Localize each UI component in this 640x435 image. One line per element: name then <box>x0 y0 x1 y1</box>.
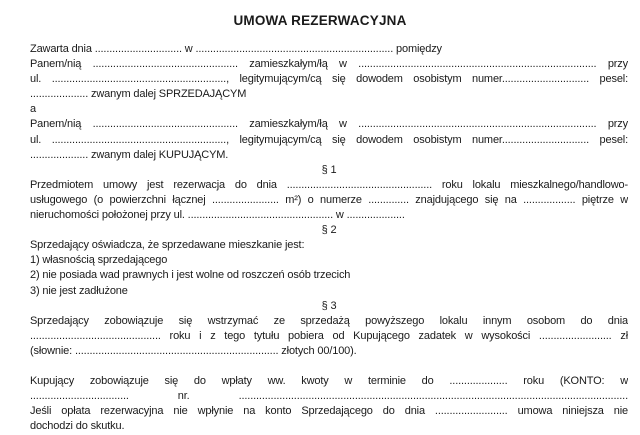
line-declaration-item-3: 3) nie jest zadłużone <box>30 284 128 297</box>
line-obligation-2: ............................................. roku i z tego tytułu pobiera od Kupującego zadatek w wysokości ......................... zł <box>30 329 628 342</box>
line-buyer-id: ul. ............................................................, legitymującym/cą się dowodem osobistym numer.............................. pesel: <box>30 133 628 146</box>
line-buyer-name: Panem/nią .................................................. zamieszkałym/łą w .................................................................................. przy <box>30 118 628 131</box>
spacer <box>30 359 628 374</box>
line-seller-name: Panem/nią .................................................. zamieszkałym/łą w .................................................................................. przy <box>30 58 628 71</box>
section-3-marker: § 3 <box>321 299 337 312</box>
line-subject-3: nieruchomości położonej przy ul. .................................................. w .................... <box>30 209 405 222</box>
line-obligation-3: (słownie: ...................................................................... złotych 00/100). <box>30 344 357 357</box>
line-payment-closing: dochodzi do skutku. <box>30 420 125 433</box>
line-buyer-designation: .................... zwanym dalej KUPUJĄCYM. <box>30 148 229 161</box>
section-2-marker: § 2 <box>321 224 337 237</box>
line-declaration-item-1: 1) własnością sprzedającego <box>30 254 168 267</box>
line-declaration-intro: Sprzedający oświadcza, że sprzedawane mieszkanie jest: <box>30 239 305 252</box>
line-seller-designation: .................... zwanym dalej SPRZEDAJĄCYM <box>30 88 247 101</box>
line-conjunction-a: a <box>30 103 36 116</box>
line-seller-id: ul. ............................................................, legitymującym/cą się dowodem osobistym numer.............................. pesel: <box>30 73 628 86</box>
line-date-place: Zawarta dnia .............................. w .................................................................... pomiędzy <box>30 43 442 55</box>
line-payment-deadline: Jeśli opłata rezerwacyjna nie wpłynie na konto Sprzedającego do dnia ......................... umowa niniejsza nie <box>30 405 628 418</box>
line-payment-account: .................................. nr. ...................................................................................................................................... <box>30 390 628 403</box>
line-subject-2: usługowego (o powierzchni łącznej ....................... m²) o numerze .............. znajdującego się na .................. piętrze w <box>30 193 628 206</box>
document-title: UMOWA REZERWACYJNA <box>233 13 407 28</box>
line-payment-1: Kupujący zobowiązuje się do wpłaty ww. kwoty w terminie do .................... roku (KONTO: w <box>30 375 628 388</box>
line-obligation-1: Sprzedający zobowiązuje się wstrzymać ze sprzedażą powyższego lokalu innym osobom do dnia <box>30 314 628 327</box>
line-subject-1: Przedmiotem umowy jest rezerwacja do dnia .................................................. roku lokalu mieszkalnego/handlowo- <box>30 178 628 191</box>
section-1-marker: § 1 <box>321 163 337 176</box>
line-declaration-item-2: 2) nie posiada wad prawnych i jest wolne od roszczeń osób trzecich <box>30 269 351 282</box>
